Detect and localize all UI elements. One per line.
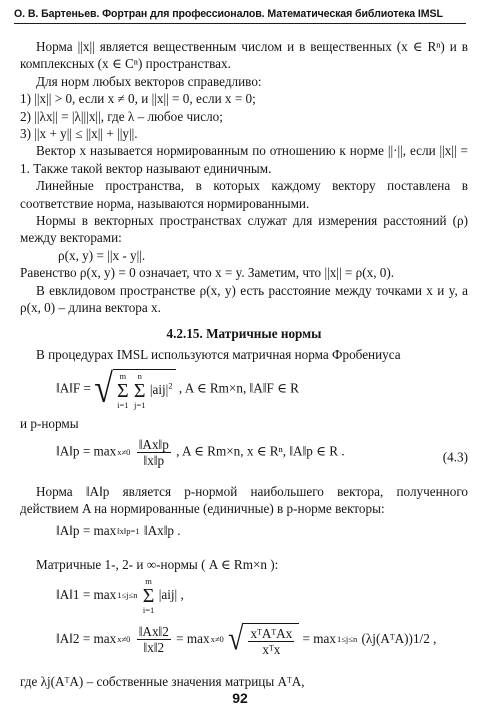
formula-pnorm: ‖A‖p = max x≠0 $\frac{‖Ax‖p}{‖x‖p}$ , A ∈ Rm×n, x ∈ Rⁿ, ‖A‖p ∈ R . (4.3) [56, 436, 468, 468]
unit-lhs: ‖A‖p = max [56, 522, 117, 538]
paragraph-normed-spaces: Линейные пространства, в которых каждому вектору поставлена в соответствие норма, называются нормированными. [20, 178, 468, 211]
two-norm-fraction: $\frac{‖Ax‖2}{‖x‖2}$ [138, 624, 169, 656]
formula-rho: ρ(x, y) = ||x - y||. [58, 247, 146, 263]
paragraph-norm-properties-intro: Для норм любых векторов справедливо: [36, 73, 262, 89]
paragraph-euclid: В евклидовом пространстве ρ(x, y) есть расстояние между точками x и y, а ρ(x, 0) – длина вектора x. [20, 282, 468, 316]
running-header: О. В. Бартеньев. Фортран для профессионалов. Математическая библиотека IMSL [14, 8, 466, 24]
frobenius-term: |aij| [149, 382, 169, 398]
one-norm-rhs: |aij| , [158, 586, 184, 602]
list-item-1: 1) ||x|| > 0, если x ≠ 0, и ||x|| = 0, если x = 0; [20, 91, 256, 107]
paragraph-equality: Равенство ρ(x, y) = 0 означает, что x = y. Заметим, что ||x|| = ρ(x, 0). [20, 265, 395, 281]
sum-i: m Σ i=1 [142, 575, 155, 615]
one-norm-lhs: ‖A‖1 = max [56, 586, 117, 602]
pnorm-fraction: $\frac{‖Ax‖p}{‖x‖p}$ [138, 436, 169, 468]
list-item-2: 2) ||λx|| = |λ|||x||, где λ – любое число; [20, 108, 223, 124]
sum-j: n Σ j=1 [133, 371, 146, 411]
formula-one-norm: ‖A‖1 = max 1≤j≤n m Σ i=1 |aij| , [56, 575, 184, 615]
paragraph-distance: Нормы в векторных пространствах служат для измерения расстояний (ρ) между векторами: [20, 213, 468, 246]
two-norm-rhs: (λj(AᵀA))1/2 , [361, 630, 437, 646]
list-item-3: 3) ||x + y|| ≤ ||x|| + ||y||. [20, 126, 138, 142]
paragraph-matrix-norms: Матричные 1-, 2- и ∞-нормы ( A ∈ Rm×n ): [36, 556, 279, 572]
two-norm-mid2: = max [302, 630, 336, 646]
paragraph-norm-real: Норма ||x|| является вещественным числом и в вещественных (x ∈ Rⁿ) и в комплексных (x ∈ Cⁿ) пространствах. [20, 39, 468, 72]
pnorm-lhs: ‖A‖p = max [56, 443, 117, 459]
paragraph-normalized: Вектор x называется нормированным по отношению к норме ||·||, если ||x|| = 1. Также такой вектор называют единичным. [20, 143, 468, 176]
formula-frobenius [56, 367, 468, 412]
formula-unit-vector: ‖A‖p = max ‖x‖p=1 ‖Ax‖p . [56, 522, 181, 538]
paragraph-frobenius-intro: В процедурах IMSL используются матричная норма Фробениуса [36, 346, 401, 362]
equation-number: (4.3) [442, 449, 468, 465]
sqrt-symbol: √ m Σ i=1 n Σ j=1 $|aij|^2$ [94, 369, 175, 410]
page-body [20, 38, 468, 690]
page-number: 92 [232, 690, 248, 706]
paragraph-pnorm-meaning: Норма ‖A‖p является p-нормой наибольшего вектора, полученного действием A на нормированные (единичные) в p-норме векторы: [20, 483, 468, 517]
two-norm-lhs: ‖A‖2 = max [56, 630, 117, 646]
sum-i: m Σ i=1 [116, 371, 129, 411]
frobenius-lhs: ‖A‖F = [56, 380, 91, 396]
formula-two-norm: ‖A‖2 = max x≠0 $\frac{‖Ax‖2}{‖x‖2}$ = max x≠0 √ $\frac{\text{xᵀAᵀAx}}{\text{xᵀx}}$ = max 1≤j≤n (λj(AᵀA))1/2 , [56, 620, 437, 658]
section-heading: 4.2.15. Матричные нормы [166, 325, 322, 341]
paragraph-eigenvalues: где λj(AᵀA) – собственные значения матрицы AᵀA, [20, 673, 305, 689]
sqrt-symbol: √ $\frac{\text{xᵀAᵀAx}}{\text{xᵀx}}$ [228, 623, 299, 657]
frobenius-tail: , A ∈ Rm×n, ‖A‖F ∈ R [178, 380, 299, 396]
paragraph-pnorms: и p-нормы [20, 416, 79, 432]
two-norm-mid: = max [176, 630, 210, 646]
unit-rhs: ‖Ax‖p . [143, 522, 181, 538]
pnorm-tail: , A ∈ Rm×n, x ∈ Rⁿ, ‖A‖p ∈ R . [176, 443, 345, 459]
